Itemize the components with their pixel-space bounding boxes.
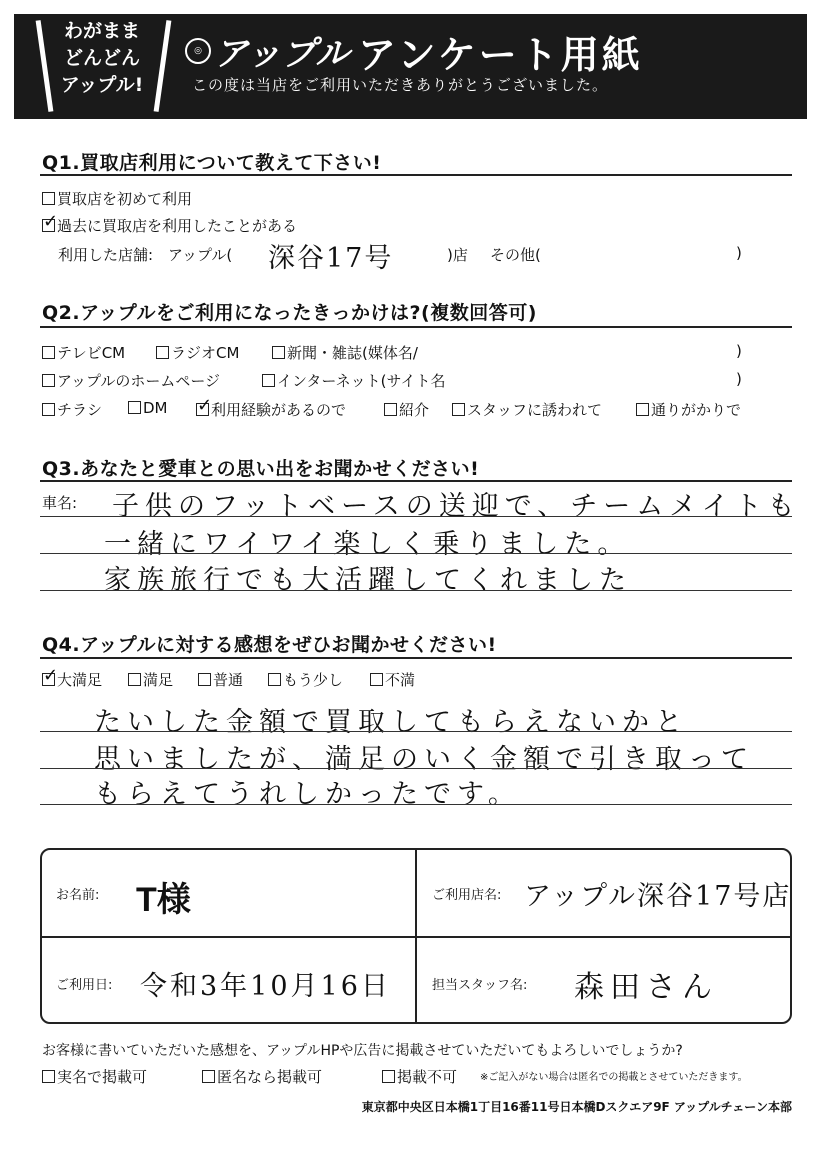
q4-answer-line[interactable]: 思いましたが、満足のいく金額で引き取って — [94, 744, 754, 775]
date-label: ご利用日: — [56, 978, 113, 993]
answer-line-rule — [40, 516, 792, 517]
slogan-badge — [48, 18, 156, 108]
checkbox-icon[interactable] — [202, 1070, 215, 1083]
q2-title: Q2.アップルをご利用になったきっかけは?(複数回答可) — [42, 302, 537, 324]
q4-answer-line[interactable]: たいした金額で買取してもらえないかと — [94, 707, 688, 738]
answer-line-rule — [40, 768, 792, 769]
publish-option[interactable]: 掲載不可 — [382, 1066, 457, 1087]
q2-option[interactable]: チラシ — [42, 399, 102, 420]
q1-other-close: ) — [736, 244, 742, 262]
apple-logo-icon: ◎ — [185, 38, 211, 64]
staff-value[interactable]: 森田さん — [574, 970, 718, 1005]
q1-title: Q1.買取店利用について教えて下さい! — [42, 152, 382, 174]
info-box-divider — [40, 936, 792, 938]
q2-row2-close: ) — [736, 370, 742, 388]
page-title: アンケート用紙 — [358, 33, 643, 77]
checkbox-icon[interactable] — [42, 192, 55, 205]
q3-rule — [40, 480, 792, 482]
q4-option[interactable]: ✓大満足 — [42, 669, 102, 690]
checkbox-icon[interactable] — [272, 346, 285, 359]
checkbox-icon[interactable] — [382, 1070, 395, 1083]
badge-line: わがまま — [63, 20, 140, 42]
answer-line-rule — [40, 553, 792, 554]
q1-store-suffix: )店 — [447, 246, 468, 264]
q2-option[interactable]: 通りがかりで — [636, 399, 741, 420]
answer-line-rule — [40, 804, 792, 805]
q2-rule — [40, 326, 792, 328]
q4-option[interactable]: もう少し — [268, 669, 343, 690]
q1-store-prefix: 利用した店舗: アップル( — [58, 246, 233, 264]
date-value[interactable]: 令和3年10月16日 — [140, 971, 391, 1002]
checked-checkbox-icon[interactable] — [42, 219, 55, 232]
publish-question: お客様に書いていただいた感想を、アップルHPや広告に掲載させていただいてもよろしいでしょうか? — [42, 1043, 683, 1059]
store-name-label: ご利用店名: — [432, 888, 502, 903]
q1-option[interactable]: 買取店を初めて利用 — [42, 188, 192, 209]
q4-answer-line[interactable]: もらえてうれしかったです。 — [94, 779, 521, 810]
checkbox-icon[interactable] — [268, 673, 281, 686]
checkbox-icon[interactable] — [452, 403, 465, 416]
checkbox-icon[interactable] — [370, 673, 383, 686]
publish-option[interactable]: 実名で掲載可 — [42, 1066, 147, 1087]
answer-line-rule — [40, 731, 792, 732]
q3-title: Q3.あなたと愛車との思い出をお聞かせください! — [42, 458, 480, 480]
q2-option[interactable]: アップルのホームページ — [42, 370, 220, 391]
checkbox-icon[interactable] — [128, 401, 141, 414]
checkbox-icon[interactable] — [262, 374, 275, 387]
q2-option[interactable]: インターネット(サイト名 — [262, 370, 445, 391]
checked-checkbox-icon[interactable] — [196, 403, 209, 416]
checkbox-icon[interactable] — [156, 346, 169, 359]
q3-answer-line[interactable]: 一緒にワイワイ楽しく乗りました。 — [104, 529, 631, 560]
q2-option[interactable]: ラジオCM — [156, 342, 239, 363]
car-name-label: 車名: — [42, 494, 78, 512]
q4-rule — [40, 657, 792, 659]
q1-rule — [40, 174, 792, 176]
checkbox-icon[interactable] — [384, 403, 397, 416]
name-label: お名前: — [56, 888, 100, 903]
q1-option[interactable]: ✓過去に買取店を利用したことがある — [42, 215, 297, 236]
company-address: 東京都中央区日本橋1丁目16番11号日本橋Dスクエア9F アップルチェーン本部 — [361, 1100, 792, 1114]
badge-line: どんどん — [63, 47, 140, 69]
checkbox-icon[interactable] — [128, 673, 141, 686]
q1-other-label: その他( — [490, 246, 541, 264]
q3-answer-line[interactable]: 子供のフットベースの送迎で、チームメイトも — [112, 491, 801, 522]
store-name-value[interactable]: アップル深谷17号店 — [524, 881, 792, 912]
badge-line: アップル! — [60, 74, 144, 96]
checkbox-icon[interactable] — [42, 403, 55, 416]
q4-option[interactable]: 普通 — [198, 669, 243, 690]
answer-line-rule — [40, 590, 792, 591]
checkbox-icon[interactable] — [42, 1070, 55, 1083]
brand-logo: アップル — [214, 34, 351, 74]
q4-title: Q4.アップルに対する感想をぜひお聞かせください! — [42, 634, 497, 656]
q1-store-value[interactable]: 深谷17号 — [268, 243, 394, 274]
checkbox-icon[interactable] — [42, 374, 55, 387]
checkbox-icon[interactable] — [636, 403, 649, 416]
q2-option[interactable]: DM — [128, 399, 168, 417]
q2-option[interactable]: ✓ 利用経験があるので — [196, 399, 346, 420]
q4-option[interactable]: 満足 — [128, 669, 173, 690]
q4-option[interactable]: 不満 — [370, 669, 415, 690]
publish-option[interactable]: 匿名なら掲載可 — [202, 1066, 322, 1087]
name-value[interactable]: T様 — [136, 881, 191, 919]
q2-option[interactable]: テレビCM — [42, 342, 125, 363]
checked-checkbox-icon[interactable] — [42, 673, 55, 686]
q2-option[interactable]: スタッフに誘われて — [452, 399, 602, 420]
checkbox-icon[interactable] — [198, 673, 211, 686]
checkbox-icon[interactable] — [42, 346, 55, 359]
q2-row1-close: ) — [736, 342, 742, 360]
publish-note: ※ご記入がない場合は匿名での掲載とさせていただきます。 — [480, 1072, 748, 1083]
page-subtitle: この度は当店をご利用いただきありがとうございました。 — [192, 76, 609, 94]
q2-option[interactable]: 新聞・雑誌(媒体名/ — [272, 342, 418, 363]
q3-answer-line[interactable]: 家族旅行でも大活躍してくれました — [104, 565, 632, 596]
staff-label: 担当スタッフ名: — [432, 978, 528, 993]
q2-option[interactable]: 紹介 — [384, 399, 429, 420]
